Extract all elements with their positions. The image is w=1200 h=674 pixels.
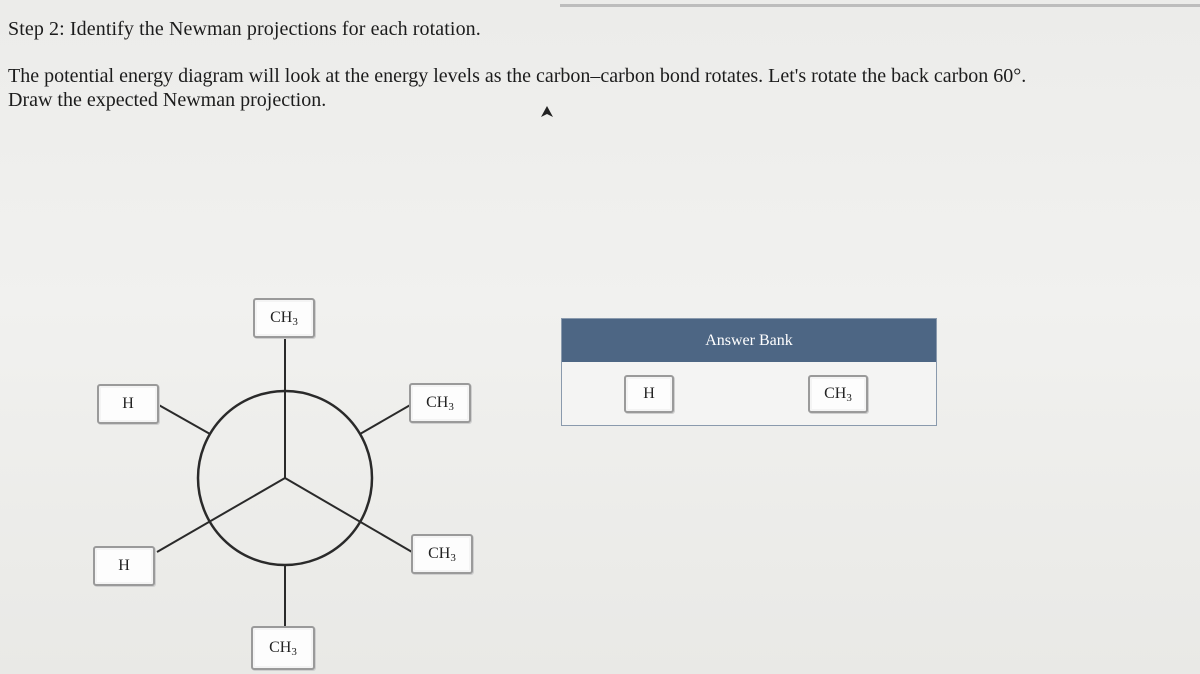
substituent-label: H xyxy=(122,395,134,412)
substituent-label: H xyxy=(118,557,130,574)
answer-bank-item-label: H xyxy=(643,385,655,402)
substituent-front-bottom-right[interactable] xyxy=(411,534,473,574)
step-title: Step 2: Identify the Newman projections for each rotation. xyxy=(8,18,481,40)
substituent-subscript: 3 xyxy=(292,316,298,328)
substituent-subscript: 3 xyxy=(291,646,297,658)
substituent-back-top-right[interactable] xyxy=(409,383,471,423)
substituent-label: CH xyxy=(428,545,451,562)
bond-front-bottom-right xyxy=(285,478,412,552)
instruction-line-2: Draw the expected Newman projection. xyxy=(8,89,327,111)
substituent-label: CH xyxy=(269,639,292,656)
bond-back-top-left xyxy=(157,404,210,434)
substituent-label: CH xyxy=(426,394,449,411)
substituent-label: CH xyxy=(270,309,293,326)
substituent-subscript: 3 xyxy=(448,401,454,413)
instruction-line-1: The potential energy diagram will look at the energy levels as the carbon–carbon bond rotates. Let's rotate the back carbon 60°. xyxy=(8,65,1027,87)
substituent-front-bottom-left[interactable] xyxy=(93,546,155,586)
bond-front-bottom-left xyxy=(157,478,285,552)
answer-bank xyxy=(561,318,937,426)
substituent-back-bottom[interactable] xyxy=(251,626,315,670)
answer-bank-item-subscript: 3 xyxy=(846,392,852,404)
substituent-front-top[interactable] xyxy=(253,298,315,338)
answer-bank-item-h[interactable] xyxy=(624,375,674,413)
answer-bank-item-ch3[interactable] xyxy=(808,375,868,413)
answer-bank-title: Answer Bank xyxy=(562,319,936,362)
bond-back-top-right xyxy=(360,404,412,434)
substituent-subscript: 3 xyxy=(450,552,456,564)
substituent-back-top-left[interactable] xyxy=(97,384,159,424)
answer-bank-item-label: CH xyxy=(824,385,847,402)
